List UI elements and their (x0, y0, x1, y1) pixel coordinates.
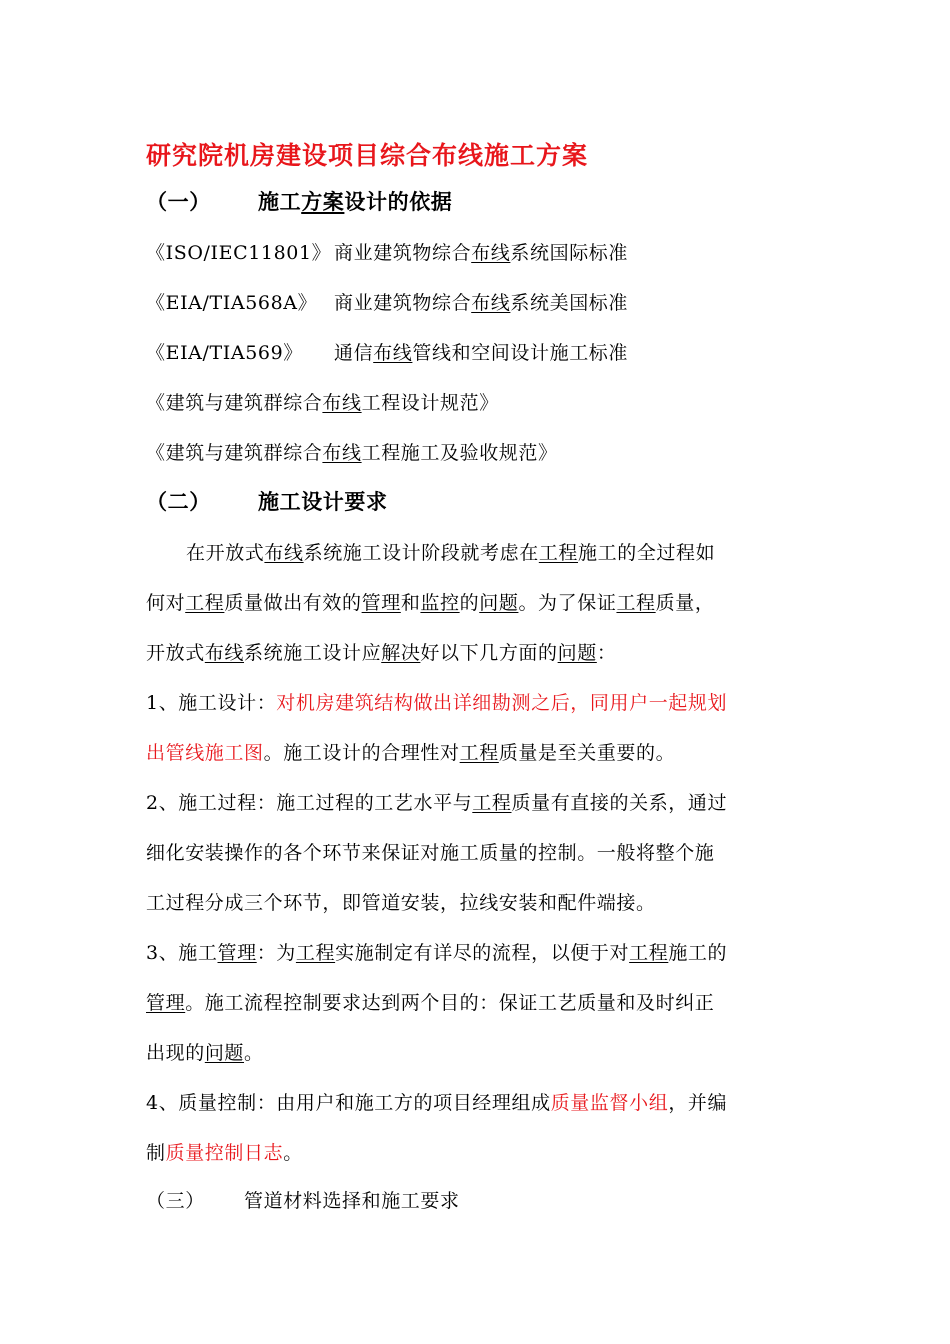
section-heading-2: （二） 施工设计要求 (146, 486, 388, 516)
list-item-2-cont: 细化安装操作的各个环节来保证对施工质量的控制。一般将整个施 (146, 842, 715, 864)
list-item-2: 2、施工过程：施工过程的工艺水平与工程质量有直接的关系，通过 (146, 792, 728, 814)
section-number: （三） (146, 1190, 205, 1212)
list-item-4-cont: 制质量控制日志。 (146, 1142, 303, 1164)
document-title: 研究院机房建设项目综合布线施工方案 (146, 141, 589, 170)
list-item-3-cont: 管理。施工流程控制要求达到两个目的：保证工艺质量和及时纠正 (146, 992, 715, 1014)
paragraph-line: 开放式布线系统施工设计应解决好以下几方面的问题： (146, 642, 617, 664)
standard-item: 《ISO/IEC11801》 商业建筑物综合布线系统国际标准 (146, 242, 629, 264)
list-item-1: 1、施工设计：对机房建筑结构做出详细勘测之后，同用户一起规划 (146, 692, 728, 714)
standard-item: 《EIA/TIA568A》 商业建筑物综合布线系统美国标准 (146, 292, 629, 314)
standard-item: 《EIA/TIA569》 通信布线管线和空间设计施工标准 (146, 342, 629, 364)
paragraph-line: 何对工程质量做出有效的管理和监控的问题。为了保证工程质量， (146, 592, 715, 614)
section-heading-1: （一） 施工方案设计的依据 (146, 186, 452, 216)
section-heading-3: （三） 管道材料选择和施工要求 (146, 1186, 460, 1213)
list-item-1-cont: 出管线施工图。施工设计的合理性对工程质量是至关重要的。 (146, 742, 676, 764)
list-item-3: 3、施工管理：为工程实施制定有详尽的流程，以便于对工程施工的 (146, 942, 728, 964)
list-item-4: 4、质量控制：由用户和施工方的项目经理组成质量监督小组，并编 (146, 1092, 728, 1114)
list-item-2-cont: 工过程分成三个环节，即管道安装，拉线安装和配件端接。 (146, 892, 656, 914)
list-item-3-cont: 出现的问题。 (146, 1042, 264, 1064)
section-number: （一） (146, 190, 211, 214)
section-number: （二） (146, 490, 211, 514)
standard-item: 《建筑与建筑群综合布线工程设计规范》 (146, 392, 499, 414)
standard-item: 《建筑与建筑群综合布线工程施工及验收规范》 (146, 442, 558, 464)
paragraph-line: 在开放式布线系统施工设计阶段就考虑在工程施工的全过程如 (186, 542, 716, 564)
